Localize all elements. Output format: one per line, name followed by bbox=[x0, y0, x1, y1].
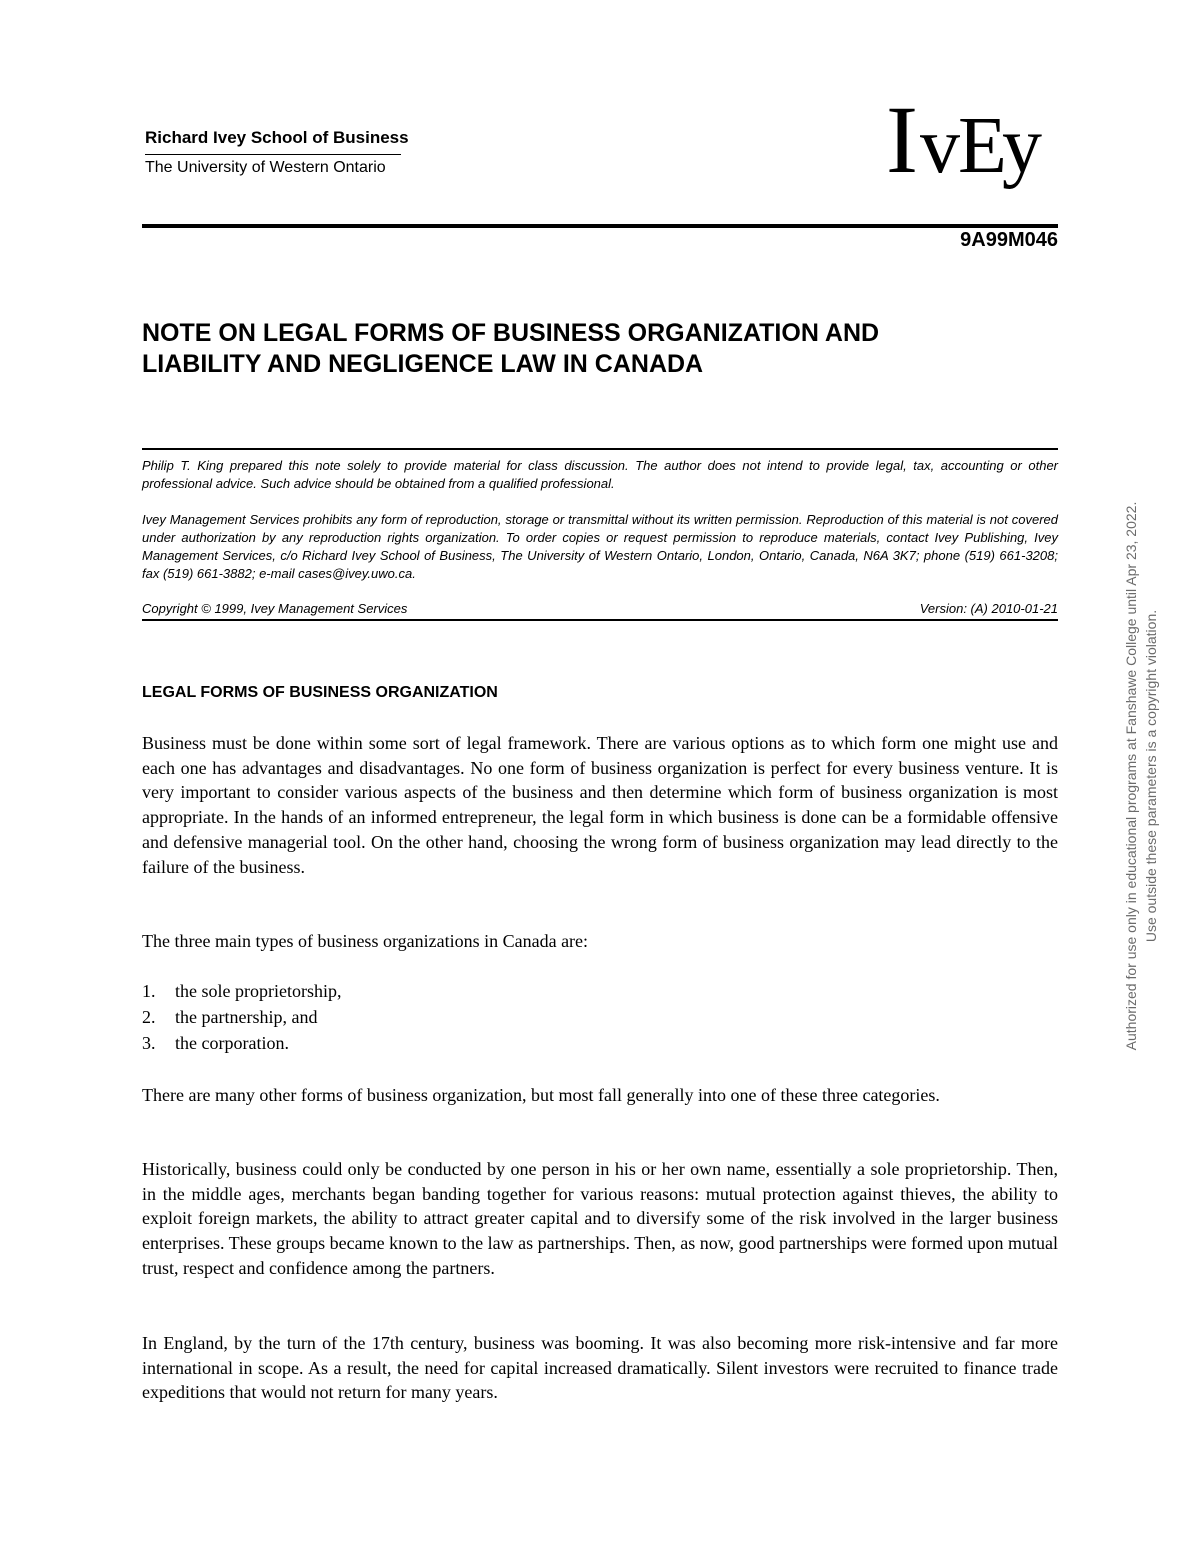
section-heading: LEGAL FORMS OF BUSINESS ORGANIZATION bbox=[142, 684, 498, 701]
svg-text:v: v bbox=[920, 102, 957, 190]
title-line-1: NOTE ON LEGAL FORMS OF BUSINESS ORGANIZATION AND bbox=[142, 319, 880, 347]
list-item: 2. the partnership, and bbox=[142, 1007, 318, 1027]
school-name: Richard Ivey School of Business bbox=[145, 128, 409, 147]
svg-text:I: I bbox=[886, 92, 915, 193]
svg-text:E: E bbox=[958, 102, 1004, 190]
title-line-2: LIABILITY AND NEGLIGENCE LAW IN CANADA bbox=[142, 350, 704, 378]
header-divider bbox=[145, 154, 401, 155]
paragraph-1: Business must be done within some sort of legal framework. There are various options as to which form one might use and each one has advantages and disadvantages. No one form of business organization is perfect for every business venture. It is very important to consider various aspects of the business and then determine which form of business organization is most appropriate. In the hands of an informed entrepreneur, the legal form in which business is done can be a formidable offensive and defensive managerial tool. On the other hand, choosing the wrong form of business organization may lead directly to the failure of the business. bbox=[142, 733, 1058, 877]
list-item: 3. the corporation. bbox=[142, 1033, 289, 1053]
list-item: 1. the sole proprietorship, bbox=[142, 981, 342, 1001]
document-title bbox=[142, 318, 1058, 380]
disclaimer-top-rule bbox=[142, 448, 1058, 450]
ivey-logo bbox=[886, 92, 1058, 218]
version-text: Version: (A) 2010-01-21 bbox=[919, 601, 1058, 616]
case-code: 9A99M046 bbox=[960, 229, 1058, 251]
header-bar bbox=[142, 224, 1058, 228]
paragraph-5: In England, by the turn of the 17th century, business was booming. It was also becoming more risk-intensive and far more international in scope. As a result, the need for capital increased dramatically. Silent investors were recruited to finance trade expeditions that would not return for many years. bbox=[142, 1333, 1058, 1403]
disclaimer-bottom-rule bbox=[142, 619, 1058, 621]
paragraph-4: Historically, business could only be conducted by one person in his or her own name, essentially a sole proprietorship. Then, in the middle ages, merchants began banding together for various reasons: mutual protection against thieves, the ability to exploit foreign markets, the ability to attract greater capital and to diversify some of the risk involved in the larger business enterprises. These groups became known to the law as partnerships. Then, as now, good partnerships were formed upon mutual trust, respect and confidence among the partners. bbox=[142, 1159, 1058, 1278]
copyright-text: Copyright © 1999, Ivey Management Services bbox=[142, 601, 408, 616]
copyright-row bbox=[142, 601, 1058, 616]
author-disclaimer: Philip T. King prepared this note solely to provide material for class discussion. The author does not intend to provide legal, tax, accounting or other professional advice. Such advice should be obtained from a qualified professional. bbox=[142, 458, 1058, 491]
paragraph-3: There are many other forms of business organization, but most fall generally into one of these three categories. bbox=[142, 1085, 940, 1105]
watermark-line-2: Use outside these parameters is a copyright violation. bbox=[1143, 609, 1159, 943]
paragraph-2: The three main types of business organizations in Canada are: bbox=[142, 931, 589, 951]
watermark-line-1: Authorized for use only in educational programs at Fanshawe College until Apr 23, 2022. bbox=[1123, 501, 1139, 1051]
reproduction-notice: Ivey Management Services prohibits any form of reproduction, storage or transmittal without its written permission. Reproduction of this material is not covered under authorization by any reproduction rights organization. To order copies or request permission to reproduce materials, contact Ivey Publishing, Ivey Management Services, c/o Richard Ivey School of Business, The University of Western Ontario, London, Ontario, Canada, N6A 3K7; phone (519) 661-3208; fax (519) 661-3882; e-mail cases@ivey.uwo.ca. bbox=[142, 512, 1058, 581]
university-name: The University of Western Ontario bbox=[145, 159, 386, 176]
svg-text:y: y bbox=[1002, 102, 1039, 190]
